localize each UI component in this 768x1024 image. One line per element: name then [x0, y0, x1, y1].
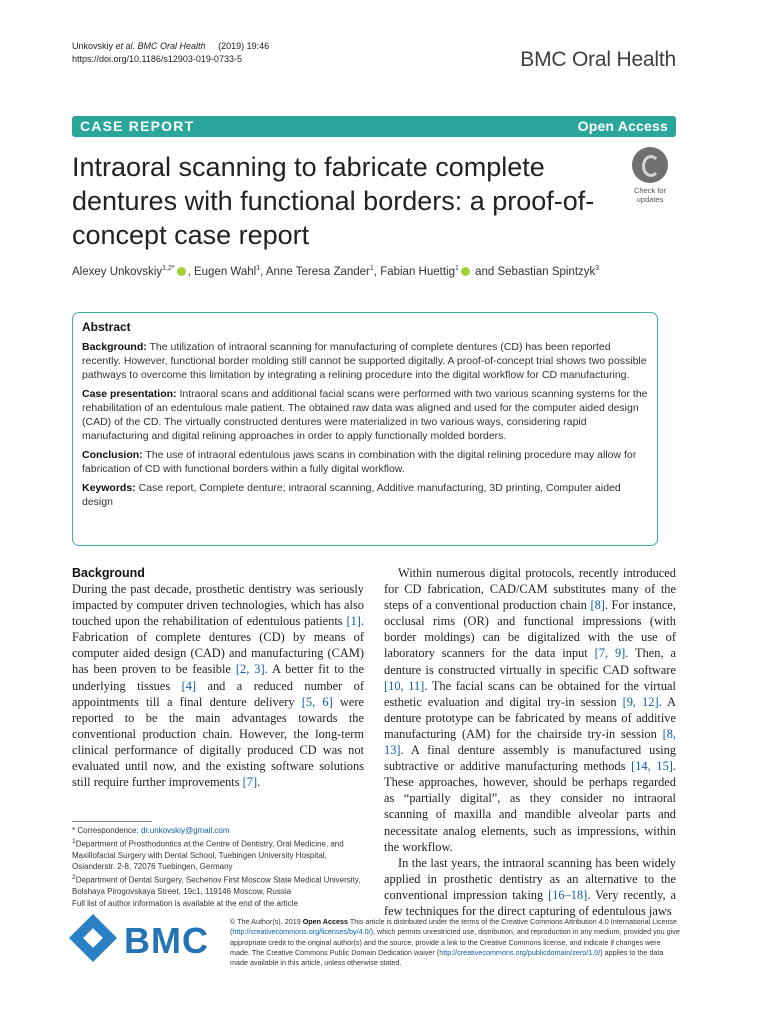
footnote-divider: [72, 821, 152, 822]
section-heading-background: Background: [72, 566, 145, 580]
body-left-column: [72, 565, 364, 790]
open-access-label: Open Access: [577, 118, 668, 134]
license-link[interactable]: http://creativecommons.org/licenses/by/4.0/: [232, 927, 371, 937]
author-list: Alexey Unkovskiy$^{1,2*}$ , Eugen Wahl$^1$, Anne Teresa Zander$^1$, Fabian Huettig$^1$ and Sebastian Spintzyk$^3$: [72, 265, 600, 278]
license-statement: © The Author(s). 2019 Open Access This article is distributed under the terms of the Creative Commons Attribution 4.0 International License (http://creativecommons.org/licenses/by/4.0/), which permits unrestricted use, distribution, and reproduction in any medium, provided you give appropriate credit to the original author(s) and the source, provide a link to the Creative Commons license, and indicate if changes were made. The Creative Commons Public Domain Dedication waiver (http://creativecommons.org/publicdomain/zero/1.0/) applies to the data made available in this article, unless otherwise stated.: [230, 917, 680, 968]
body-paragraph: During the past decade, prosthetic dentistry was seriously impacted by computer driven technologies, which has also touched upon the rehabilitation of edentulous patients [1]. Fabrication of complete dentures (CD) by means of computer aided design (CAD) and manufacturing (CAM) has been proven to be feasible [2, 3]. A better fit to the underlying tissues [4] and a reduced number of appointments till a final denture delivery [5, 6] were reported to be the main advantages towards the conventional production chain. However, the long-term clinical performance of digitally produced CD was not evaluated until now, and the existing software solutions still require further improvements [7].: [72, 582, 365, 790]
citation-link[interactable]: [7, 9]: [594, 646, 626, 661]
body-right-column: [384, 565, 676, 919]
author-name[interactable]: Sebastian Spintzyk: [497, 265, 596, 278]
abstract-keywords: Keywords: Case report, Complete denture; intraoral scanning, Additive manufacturing, 3D printing, Computer aided design: [82, 482, 621, 508]
abstract-box: [72, 312, 658, 546]
affiliation-2: $^2$Department of Dental Surgery, Sechenov First Moscow State Medical University, Bolshaya Pirogovskaya Street, 19c1, 119146 Moscow, Russia: [72, 874, 361, 897]
article-type-banner: [72, 116, 676, 137]
crossmark-icon: [632, 147, 668, 183]
abstract-case-presentation: Case presentation: Intraoral scans and additional facial scans were performed with two various scanning systems for the rehabilitation of an edentulous male patient. The obtained raw data was aligned and used for the computer aided design (CAD) of the CD. The virtually constructed dentures were materialized in two various ways, considering rapid manufacturing and digital relining approaches in order to apply functionally molded borders.: [82, 388, 648, 442]
author-name[interactable]: Alexey Unkovskiy: [72, 265, 163, 278]
citation-link[interactable]: [8, 13]: [384, 726, 676, 758]
citation-link[interactable]: [9, 12]: [622, 694, 659, 709]
correspondence-email-link[interactable]: dr.unkovskiy@gmail.com: [140, 826, 230, 835]
abstract-heading: Abstract: [82, 320, 131, 334]
body-paragraph: Within numerous digital protocols, recently introduced for CD fabrication, CAD/CAM substitutes many of the steps of a conventional production chain [8]. For instance, occlusal rims (OR) and functional impressions (with border moldings) can be digitalized with the use of laboratory scanners for the data input [7, 9]. Then, a denture is constructed virtually in specific CAD software [10, 11]. The facial scans can be obtained for the virtual esthetic evaluation and digital try-in session [9, 12]. A denture prototype can be fabricated by means of additive manufacturing (AM) for the chairside try-in session [8, 13]. A final denture assembly is manufactured using subtractive or additive manufacturing methods [14, 15]. These approaches, however, should be perhaps regarded as “partially digital”, as they consider no intraoral scanning of maxilla and mandible alveolar parts and necessitate analog elements, such as impressions, within the workflow.: [384, 566, 677, 854]
citation-link[interactable]: [14, 15]: [631, 759, 673, 774]
bmc-logo: BMC: [72, 913, 212, 973]
cite-journal: et al. BMC Oral Health: [115, 41, 206, 51]
author-info-note: Full list of author information is available at the end of the article: [72, 898, 298, 908]
author-name[interactable]: Fabian Huettig: [380, 265, 455, 278]
case-report-label: CASE REPORT: [80, 118, 195, 134]
public-domain-link[interactable]: http://creativecommons.org/publicdomain/zero/1.0/: [439, 947, 601, 957]
citation-link[interactable]: [1]: [346, 614, 361, 629]
article-title: Intraoral scanning to fabricate complete dentures with functional borders: a proof-of-concept case report: [72, 152, 595, 250]
abstract-background: Background: The utilization of intraoral scanning for manufacturing of complete dentures (CD) has been reported recently. However, functional border molding still cannot be supported digitally. A proof-of-concept trial shows two possible pathways to overcome this limitation by integrating a relining procedure into the digital workflow for CD manufacturing.: [82, 341, 647, 381]
author-name[interactable]: Eugen Wahl: [193, 265, 257, 278]
citation-header: [72, 40, 269, 66]
body-paragraph: In the last years, the intraoral scanning has been widely applied in prosthetic dentistry as an alternative to the conventional impression taking [16–18]. Very recently, a few techniques for the direct capturing of edentulous jaws: [384, 855, 676, 918]
abstract-conclusion: Conclusion: The use of intraoral edentulous jaws scans in combination with the digital relining procedure may allow for fabrication of CD with functional borders within a fully digital workflow.: [82, 449, 637, 475]
citation-link[interactable]: [16–18]: [548, 887, 588, 902]
citation-link[interactable]: [2, 3]: [235, 662, 265, 677]
cite-author: Unkovskiy: [72, 41, 114, 51]
citation-link[interactable]: [8]: [590, 598, 605, 613]
orcid-icon[interactable]: [177, 267, 186, 276]
affiliation-1: $^1$Department of Prosthodontics at the Centre of Dentistry, Oral Medicine, and Maxillofacial Surgery with Dental School, Tuebingen University Hospital, Osianderstr. 2-8, 72076 Tuebingen, Germany: [72, 838, 344, 872]
citation-link[interactable]: [7]: [242, 775, 258, 790]
citation-link[interactable]: [10, 11]: [384, 678, 425, 693]
citation-link[interactable]: [5, 6]: [301, 694, 333, 709]
check-for-updates-button[interactable]: Check for updates: [624, 147, 676, 204]
cite-year: (2019) 19:46: [218, 41, 270, 51]
orcid-icon[interactable]: [461, 267, 470, 276]
journal-name: BMC Oral Health: [520, 48, 676, 71]
doi-link[interactable]: https://doi.org/10.1186/s12903-019-0733-5: [72, 54, 242, 64]
footnotes: * Correspondence: dr.unkovskiy@gmail.com $^1$Department of Prosthodontics at the Centre of Dentistry, Oral Medicine, and Maxillofacial Surgery with Dental School, Tuebingen University Hospital, Osianderstr. 2-8, 72076 Tuebingen, Germany $^2$Department of Dental Surgery, Sechenov First Moscow State Medical University, Bolshaya Pirogovskaya Street, 19c1, 119146 Moscow, Russia Full list of author information is available at the end of the article: [72, 825, 372, 909]
citation-link[interactable]: [4]: [181, 678, 197, 693]
author-name[interactable]: Anne Teresa Zander: [265, 265, 370, 278]
